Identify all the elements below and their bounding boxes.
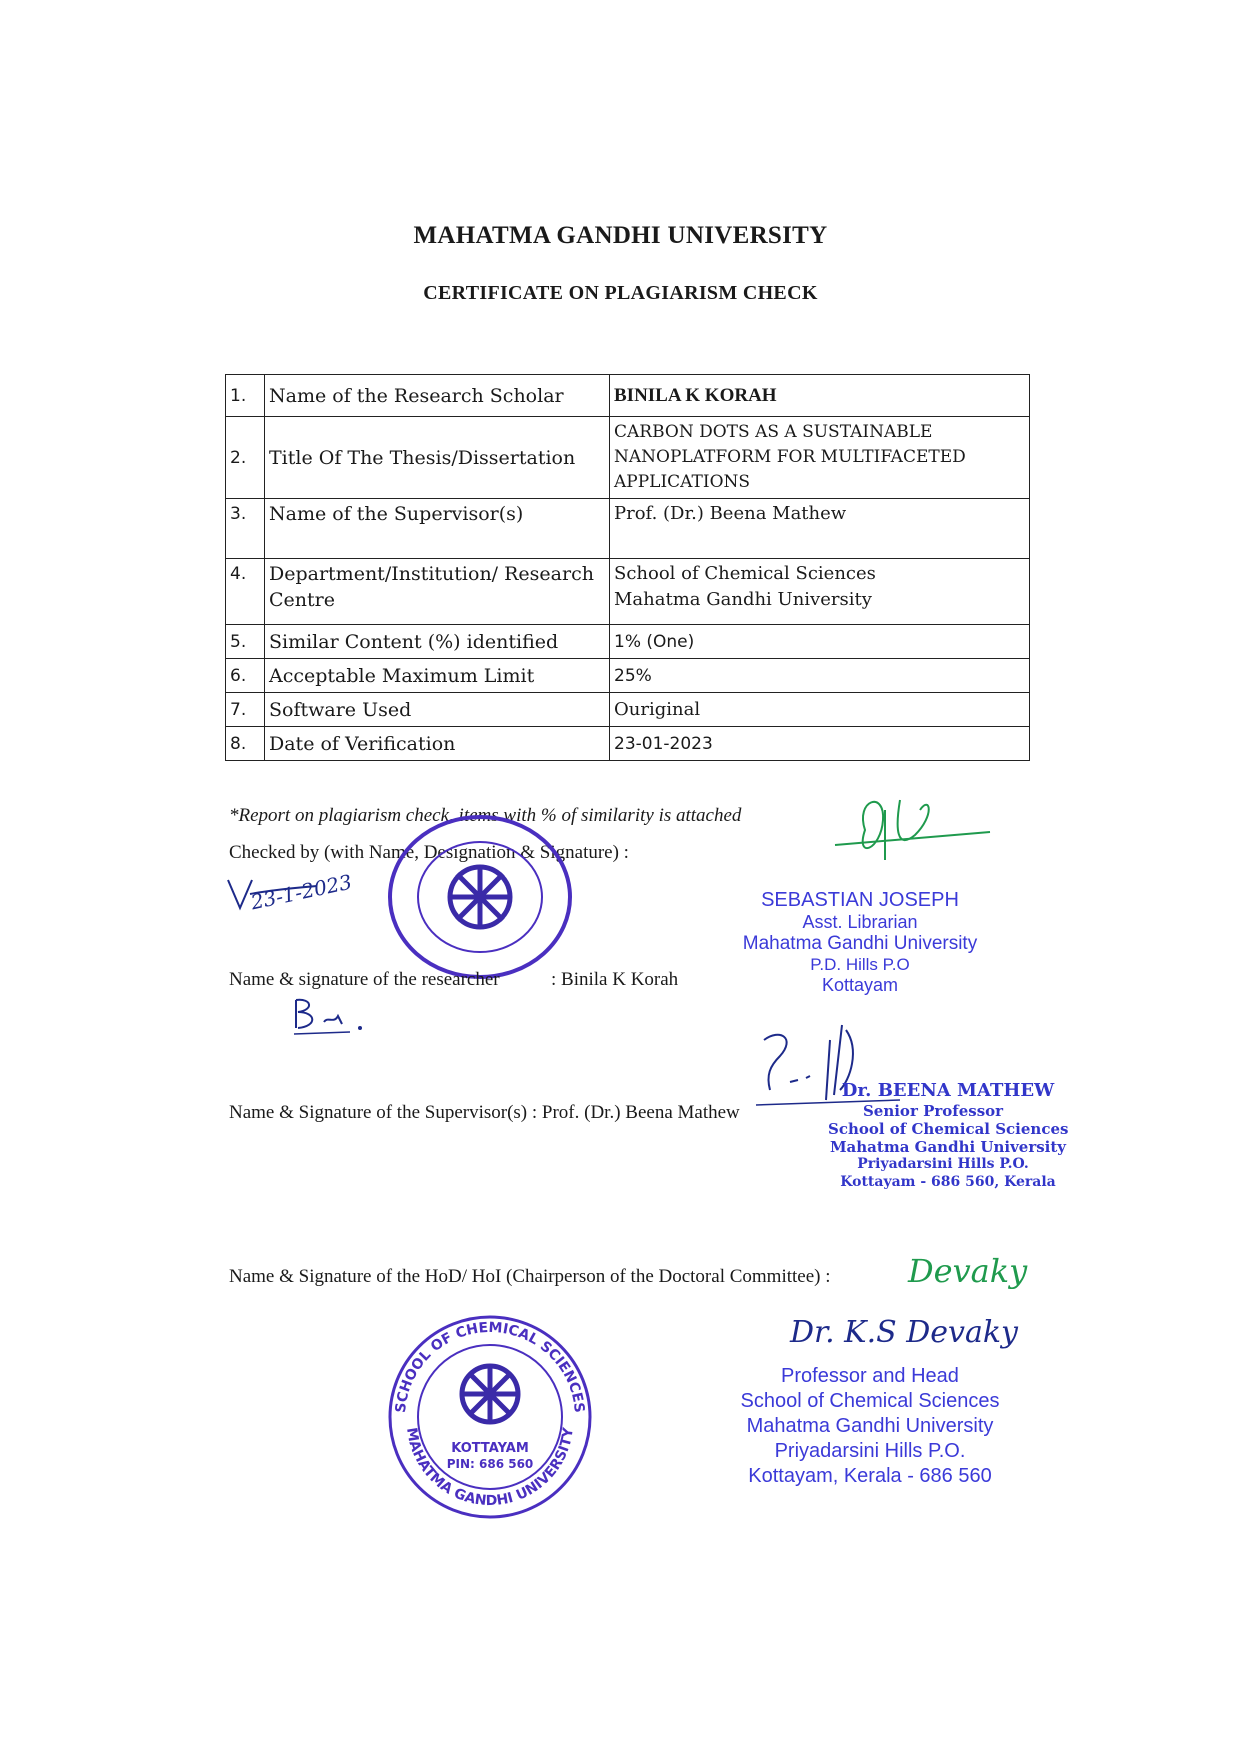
table-row (226, 693, 1030, 727)
row-number: 7. (226, 693, 265, 727)
researcher-label: Name & signature of the researcher (229, 969, 500, 990)
university-round-seal (385, 815, 575, 980)
researcher-signature (290, 994, 370, 1039)
seal-center-pin: PIN: 686 560 (446, 1457, 534, 1471)
supervisor-stamp-po: Priyadarsini Hills P.O. (857, 1156, 1029, 1172)
librarian-stamp-city: Kottayam (821, 975, 899, 995)
university-title: MAHATMA GANDHI UNIVERSITY (413, 222, 828, 249)
checker-sign-date: 23-1-2023 (248, 869, 354, 915)
table-row (226, 417, 1030, 499)
scholar-name: BINILA K KORAH (610, 375, 1030, 417)
department-line: School of Chemical Sciences (614, 563, 876, 584)
hod-label: Name & Signature of the HoD/ HoI (Chairperson of the Doctoral Committee) : (229, 1266, 831, 1287)
hod-stamp-school: School of Chemical Sciences (740, 1390, 1000, 1412)
seal-ring-bottom-text: MAHATMA GANDHI UNIVERSITY (403, 1426, 577, 1510)
row-number: 3. (226, 499, 265, 559)
table-row (226, 659, 1030, 693)
librarian-stamp-designation: Asst. Librarian (802, 912, 918, 932)
thesis-title (610, 417, 1030, 499)
supervisor-stamp-name: Dr. BEENA MATHEW (841, 1080, 1055, 1101)
librarian-signature (825, 790, 995, 875)
table-row (226, 559, 1030, 625)
supervisor-stamp-university: Mahatma Gandhi University (829, 1138, 1067, 1156)
row-number: 8. (226, 727, 265, 761)
supervisor-stamp-city: Kottayam - 686 560, Kerala (840, 1174, 1056, 1190)
verification-date: 23-01-2023 (610, 727, 1030, 761)
row-label: Name of the Supervisor(s) (265, 499, 610, 559)
table-row (226, 625, 1030, 659)
row-label: Name of the Research Scholar (265, 375, 610, 417)
supervisor-stamp-designation: Senior Professor (862, 1102, 1004, 1120)
row-number: 4. (226, 559, 265, 625)
table-row (226, 375, 1030, 417)
row-label: Department/Institution/ Research Centre (265, 559, 610, 625)
researcher-name: : Binila K Korah (551, 969, 679, 990)
row-number: 5. (226, 625, 265, 659)
hod-stamp-po: Priyadarsini Hills P.O. (774, 1440, 966, 1462)
row-number: 1. (226, 375, 265, 417)
hod-handwritten-name: Dr. K.S Devaky (790, 1315, 1018, 1350)
seal-center-city: KOTTAYAM (451, 1441, 529, 1456)
similar-content: 1% (One) (610, 625, 1030, 659)
row-label: Title Of The Thesis/Dissertation (265, 417, 610, 499)
table-row (226, 727, 1030, 761)
supervisor-stamp-school: School of Chemical Sciences (828, 1120, 1069, 1138)
hod-stamp-university: Mahatma Gandhi University (746, 1415, 994, 1437)
thesis-title-line: NANOPLATFORM FOR MULTIFACETED (614, 447, 966, 467)
librarian-stamp-name: SEBASTIAN JOSEPH (761, 889, 959, 911)
report-note: *Report on plagiarism check, items with % of similarity is attached (229, 805, 742, 826)
librarian-stamp-po: P.D. Hills P.O (810, 955, 910, 974)
software-used: Ouriginal (610, 693, 1030, 727)
supervisor-name: Prof. (Dr.) Beena Mathew (610, 499, 1030, 559)
row-number: 6. (226, 659, 265, 693)
department (610, 559, 1030, 625)
hod-stamp-designation: Professor and Head (781, 1365, 959, 1387)
hod-signature: Devaky (908, 1252, 1028, 1290)
row-label: Acceptable Maximum Limit (265, 659, 610, 693)
row-label: Similar Content (%) identified (265, 625, 610, 659)
row-label: Software Used (265, 693, 610, 727)
librarian-stamp-university: Mahatma Gandhi University (742, 933, 978, 954)
hod-stamp-city: Kottayam, Kerala - 686 560 (748, 1465, 992, 1487)
checked-by-label: Checked by (with Name, Designation & Signature) : (229, 842, 629, 863)
certificate-title: CERTIFICATE ON PLAGIARISM CHECK (423, 282, 818, 304)
department-line: Mahatma Gandhi University (614, 589, 872, 610)
seal-ring-top-text: SCHOOL OF CHEMICAL SCIENCES (393, 1319, 587, 1414)
supervisor-label: Name & Signature of the Supervisor(s) : Prof. (Dr.) Beena Mathew (229, 1102, 740, 1123)
max-limit: 25% (610, 659, 1030, 693)
thesis-title-line: CARBON DOTS AS A SUSTAINABLE (614, 422, 933, 442)
table-row (226, 499, 1030, 559)
row-label: Date of Verification (265, 727, 610, 761)
row-number: 2. (226, 417, 265, 499)
info-table (225, 374, 1030, 761)
school-round-seal (385, 1312, 595, 1522)
thesis-title-line: APPLICATIONS (614, 472, 751, 492)
